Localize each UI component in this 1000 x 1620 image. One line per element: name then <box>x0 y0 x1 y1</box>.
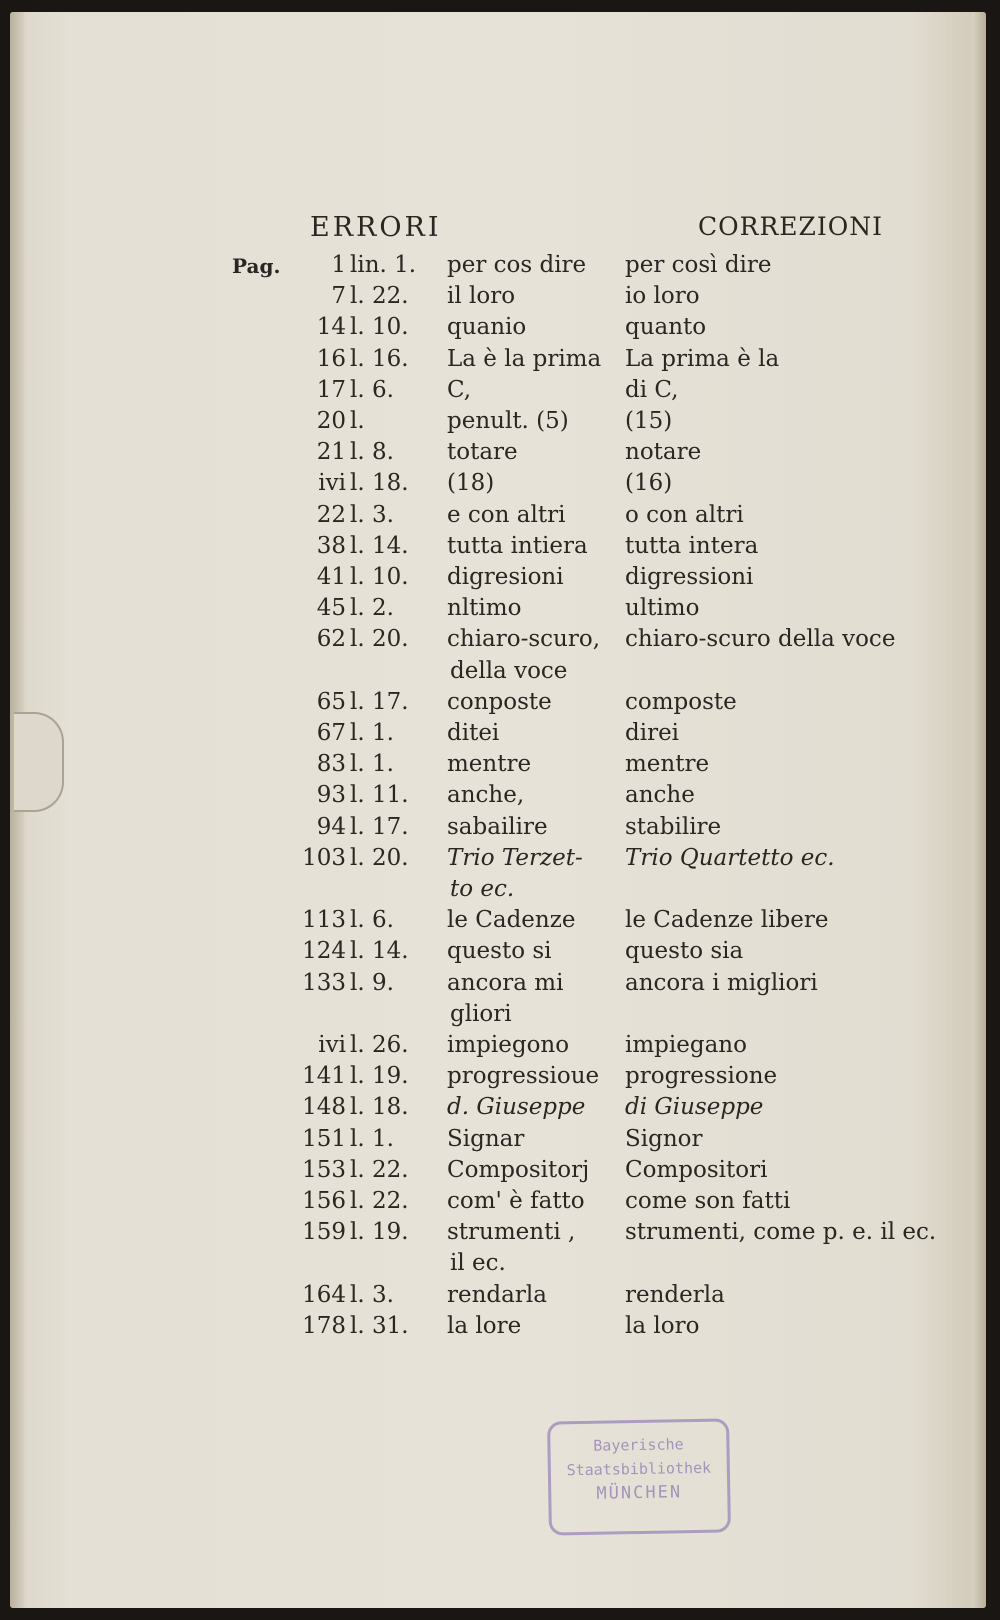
line-ref: l. 20. <box>350 626 409 653</box>
correction-text: renderla <box>625 1281 725 1308</box>
error-text: Compositorj <box>447 1156 590 1183</box>
error-text: anche, <box>447 782 525 809</box>
correction-text: ancora i migliori <box>625 969 818 996</box>
page-number: 164 <box>302 1281 346 1308</box>
correction-text: (15) <box>625 408 673 434</box>
correction-text: stabilire <box>625 813 722 840</box>
line-ref: l. 3. <box>350 501 394 528</box>
correction-text: direi <box>625 720 680 746</box>
correction-text: notare <box>625 439 702 466</box>
correction-text: di C, <box>625 376 679 403</box>
error-text: per cos dire <box>447 252 587 278</box>
page-number: 153 <box>302 1156 346 1183</box>
error-text: (18) <box>447 470 495 497</box>
error-text: strumenti , <box>447 1219 576 1246</box>
error-text: quanio <box>447 314 527 341</box>
page-number: 21 <box>316 439 346 466</box>
error-text-continuation: to ec. <box>450 876 515 902</box>
page-number: 67 <box>316 720 346 746</box>
stamp-line-3: MÜNCHEN <box>596 1482 683 1504</box>
error-text: ancora mi <box>447 969 564 996</box>
error-text-continuation: gliori <box>450 1000 512 1027</box>
error-text: penult. (5) <box>447 408 569 434</box>
error-text: il loro <box>447 283 516 310</box>
correction-text: tutta intera <box>625 532 759 559</box>
line-ref: l. 1. <box>350 720 394 746</box>
error-text-continuation: il ec. <box>450 1250 506 1277</box>
correction-text: Signor <box>625 1125 703 1152</box>
error-text: ditei <box>447 720 500 746</box>
page-number: 159 <box>302 1219 346 1246</box>
page-label: Pag. <box>232 254 281 278</box>
error-text: e con altri <box>447 501 566 528</box>
page-number: 156 <box>302 1188 346 1214</box>
line-ref: l. 31. <box>350 1312 409 1339</box>
errors-heading: ERRORI <box>310 212 442 243</box>
correction-text: come son fatti <box>625 1188 791 1214</box>
correction-text: per così dire <box>625 252 772 278</box>
error-text: C, <box>447 376 472 403</box>
line-ref: l. 1. <box>350 1125 394 1152</box>
page-number: 83 <box>316 751 346 778</box>
error-text: Trio Terzet- <box>447 844 583 871</box>
page-number: 148 <box>302 1094 346 1121</box>
line-ref: l. 10. <box>350 564 409 590</box>
library-stamp <box>547 1418 731 1535</box>
line-ref: l. 20. <box>350 844 409 871</box>
line-ref: l. 6. <box>350 376 394 403</box>
correction-text: questo sia <box>625 938 744 965</box>
line-ref: l. 22. <box>350 1188 409 1214</box>
line-ref: l. 14. <box>350 938 409 965</box>
corrections-heading: CORREZIONI <box>698 212 884 241</box>
line-ref: l. 22. <box>350 283 409 310</box>
line-ref: l. 8. <box>350 439 394 466</box>
page-number: ivi <box>318 1032 346 1058</box>
error-text: d. Giuseppe <box>447 1094 586 1121</box>
page-number: 17 <box>316 376 346 403</box>
line-ref: l. 10. <box>350 314 409 341</box>
page-number: 151 <box>302 1125 346 1152</box>
error-text: mentre <box>447 751 532 778</box>
line-ref: l. 26. <box>350 1032 409 1058</box>
correction-text: le Cadenze libere <box>625 907 829 934</box>
correction-text: progressione <box>625 1063 778 1090</box>
page-number: 141 <box>302 1063 346 1090</box>
line-ref: l. 19. <box>350 1063 409 1090</box>
line-ref: l. 22. <box>350 1156 409 1183</box>
error-text: totare <box>447 439 518 466</box>
line-ref: l. 3. <box>350 1281 394 1308</box>
error-text: conposte <box>447 688 552 715</box>
stamp-line-2: Staatsbibliothek <box>566 1458 712 1480</box>
page-number: 38 <box>316 532 346 559</box>
line-ref: l. 14. <box>350 532 409 559</box>
line-ref: l. 18. <box>350 470 409 497</box>
error-text: com' è fatto <box>447 1188 585 1214</box>
line-ref: l. 18. <box>350 1094 409 1121</box>
correction-text: Trio Quartetto ec. <box>625 844 835 871</box>
correction-text: chiaro-scuro della voce <box>625 626 896 653</box>
correction-text: ultimo <box>625 595 700 622</box>
correction-text: la loro <box>625 1312 700 1339</box>
correction-text: Compositori <box>625 1156 768 1183</box>
page-number: 62 <box>316 626 346 653</box>
line-ref: l. 17. <box>350 688 409 715</box>
page-number: 113 <box>302 907 346 934</box>
page-number: 16 <box>316 345 346 372</box>
correction-text: io loro <box>625 283 700 310</box>
page-number: 20 <box>316 408 346 434</box>
correction-text: strumenti, come p. e. il ec. <box>625 1219 937 1246</box>
correction-text: digressioni <box>625 564 754 590</box>
correction-text: di Giuseppe <box>625 1094 764 1121</box>
page-number: 14 <box>316 314 346 341</box>
page-number: ivi <box>318 470 346 497</box>
book-page <box>10 12 986 1608</box>
correction-text: La prima è la <box>625 345 780 372</box>
correction-text: mentre <box>625 751 710 778</box>
page-number: 65 <box>316 688 346 715</box>
line-ref: l. 6. <box>350 907 394 934</box>
error-text-continuation: della voce <box>450 657 568 684</box>
correction-text: quanto <box>625 314 707 341</box>
error-text: progressioue <box>447 1063 600 1090</box>
page-number: 41 <box>316 564 346 590</box>
error-text: tutta intiera <box>447 532 588 559</box>
page-number: 1 <box>331 252 346 278</box>
errata-list <box>10 12 986 1608</box>
line-ref: l. 11. <box>350 782 409 809</box>
line-ref: l. 1. <box>350 751 394 778</box>
page-number: 124 <box>302 938 346 965</box>
correction-text: composte <box>625 688 737 715</box>
line-ref: lin. 1. <box>350 252 417 278</box>
page-number: 178 <box>302 1312 346 1339</box>
error-text: sabailire <box>447 813 548 840</box>
stamp-line-1: Bayerische <box>593 1435 684 1455</box>
page-number: 133 <box>302 969 346 996</box>
line-ref: l. 17. <box>350 813 409 840</box>
line-ref: l. <box>350 408 365 434</box>
line-ref: l. 19. <box>350 1219 409 1246</box>
error-text: impiegono <box>447 1032 570 1058</box>
error-text: le Cadenze <box>447 907 576 934</box>
page-number: 45 <box>316 595 346 622</box>
error-text: digresioni <box>447 564 564 590</box>
error-text: rendarla <box>447 1281 547 1308</box>
correction-text: anche <box>625 782 695 809</box>
error-text: nltimo <box>447 595 522 622</box>
page-number: 103 <box>302 844 346 871</box>
page-number: 94 <box>316 813 346 840</box>
page-number: 22 <box>316 501 346 528</box>
error-text: La è la prima <box>447 345 602 372</box>
correction-text: (16) <box>625 470 673 497</box>
error-text: chiaro-scuro, <box>447 626 601 653</box>
page-number: 7 <box>331 283 346 310</box>
error-text: questo si <box>447 938 552 965</box>
page-number: 93 <box>316 782 346 809</box>
error-text: Signar <box>447 1125 525 1152</box>
line-ref: l. 9. <box>350 969 394 996</box>
line-ref: l. 16. <box>350 345 409 372</box>
line-ref: l. 2. <box>350 595 394 622</box>
error-text: la lore <box>447 1312 522 1339</box>
correction-text: impiegano <box>625 1032 747 1058</box>
correction-text: o con altri <box>625 501 744 528</box>
